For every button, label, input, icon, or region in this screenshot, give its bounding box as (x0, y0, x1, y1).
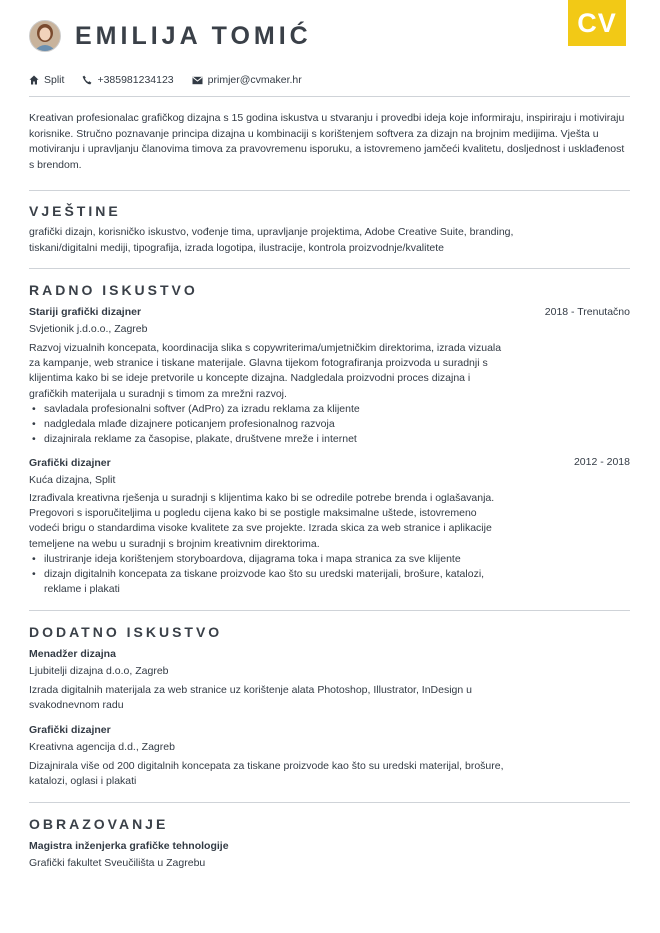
email-text: primjer@cvmaker.hr (207, 74, 302, 86)
avatar (29, 20, 61, 52)
contact-email[interactable] (192, 74, 302, 86)
skills-heading: VJEŠTINE (29, 203, 121, 219)
education-degree: Magistra inženjerka grafičke tehnologije (29, 840, 229, 852)
job-bullet: • dizajnirala reklame za časopise, plakate, društvene mreže i internet (29, 432, 509, 447)
contact-bar (29, 74, 320, 86)
divider (29, 802, 630, 803)
job-description: Izrađivala kreativna rješenja u suradnji s klijentima kako bi se odredile potrebe brenda i oglašavanja. Pregovori s isporučiteljima u pogledu cijena kako bi se postigle maksimalne uštede, istovremeno vodeći brigu o standardima visoke kvalitete za sve projekte. Izrada skica za web stranice i aplikacije temeljene na webu u suradnji s brojnim kreativnim direktorima. (29, 492, 495, 550)
cv-badge: CV (568, 0, 626, 46)
envelope-icon (192, 76, 203, 85)
divider (29, 96, 630, 97)
candidate-name: EMILIJA TOMIĆ (75, 21, 312, 50)
additional-heading: DODATNO ISKUSTVO (29, 624, 223, 640)
divider (29, 268, 630, 269)
job-company: Svjetionik j.d.o.o., Zagreb (29, 323, 148, 335)
job-title: Menadžer dizajna (29, 648, 116, 660)
job-bullet: • savladala profesionalni softver (AdPro) za izradu reklama za klijente (29, 402, 509, 417)
job-company: Kreativna agencija d.d., Zagreb (29, 741, 175, 753)
job-bullet: • dizajn digitalnih koncepata za tiskane proizvode kao što su uredski materijali, brošure, katalozi, reklame i plakati (29, 567, 509, 597)
job-bullet: • nadgledala mlađe dizajnere poticanjem profesionalnog razvoja (29, 417, 509, 432)
job-bullets (29, 402, 509, 448)
location-text: Split (44, 74, 65, 86)
job-title: Stariji grafički dizajner (29, 306, 142, 318)
experience-heading: RADNO ISKUSTVO (29, 282, 198, 298)
skills-text: grafički dizajn, korisničko iskustvo, vođenje tima, upravljanje projektima, Adobe Creative Suite, branding, tiskani/digitalni mediji, tipografija, izrada logotipa, ilustracije, kontrola proizvodnje/kvalitete (29, 226, 514, 254)
job-date: 2012 - 2018 (573, 456, 630, 468)
job-company: Kuća dizajna, Split (29, 474, 116, 486)
contact-location (29, 74, 64, 86)
divider (29, 190, 630, 191)
phone-icon (82, 75, 92, 85)
resume-header (29, 20, 312, 52)
home-icon (29, 75, 39, 85)
job-description-block (29, 341, 509, 447)
job-bullet: • ilustriranje ideja korištenjem storyboardova, dijagrama toka i mapa stranica za sve klijente (29, 552, 509, 567)
contact-phone[interactable] (82, 74, 173, 86)
job-description: Izrada digitalnih materijala za web stranice uz korištenje alata Photoshop, Illustrator, InDesign u svakodnevnom radu (29, 684, 472, 712)
job-company: Ljubitelji dizajna d.o.o, Zagreb (29, 665, 169, 677)
education-school: Grafički fakultet Sveučilišta u Zagrebu (29, 857, 206, 869)
summary-text: Kreativan profesionalac grafičkog dizajna s 15 godina iskustva u stvaranju i provedbi ideja koje informiraju, inspiriraju i motiviraju korisnike. Stručno poznavanje principa dizajna u kombinaciji s korištenjem softvera za dizajn na brojnim medijima. Vješta u motiviranju i upravljanju članovima timova za pravovremenu isporuku, a istovremeno jamčeći kvalitetu, dosljednost i usklađenost s brendom. (29, 112, 625, 171)
job-bullets (29, 552, 509, 598)
education-heading: OBRAZOVANJE (29, 816, 169, 832)
divider (29, 610, 630, 611)
job-description: Razvoj vizualnih koncepata, koordinacija slika s copywriterima/umjetničkim direktorima, izrada vizuala za kampanje, web stranice i tiskane materijale. Glavna tijekom fotografiranja proizvoda u suradnji s klijentima kako bi se ideje pretvorile u koncepte dizajna. Nadgledala proizvodni proces dizajna i grafičkih materijala u suradnji s timom za mrežni razvoj. (29, 342, 502, 400)
job-description: Dizajnirala više od 200 digitalnih koncepata za tiskane proizvode kao što su uredski materijal, brošure, katalozi, oglasi i plakati (29, 760, 504, 788)
job-date: 2018 - Trenutačno (544, 306, 630, 318)
job-description-block (29, 491, 509, 597)
phone-text: +385981234123 (97, 74, 174, 86)
job-title: Grafički dizajner (29, 457, 111, 469)
job-title: Grafički dizajner (29, 724, 111, 736)
